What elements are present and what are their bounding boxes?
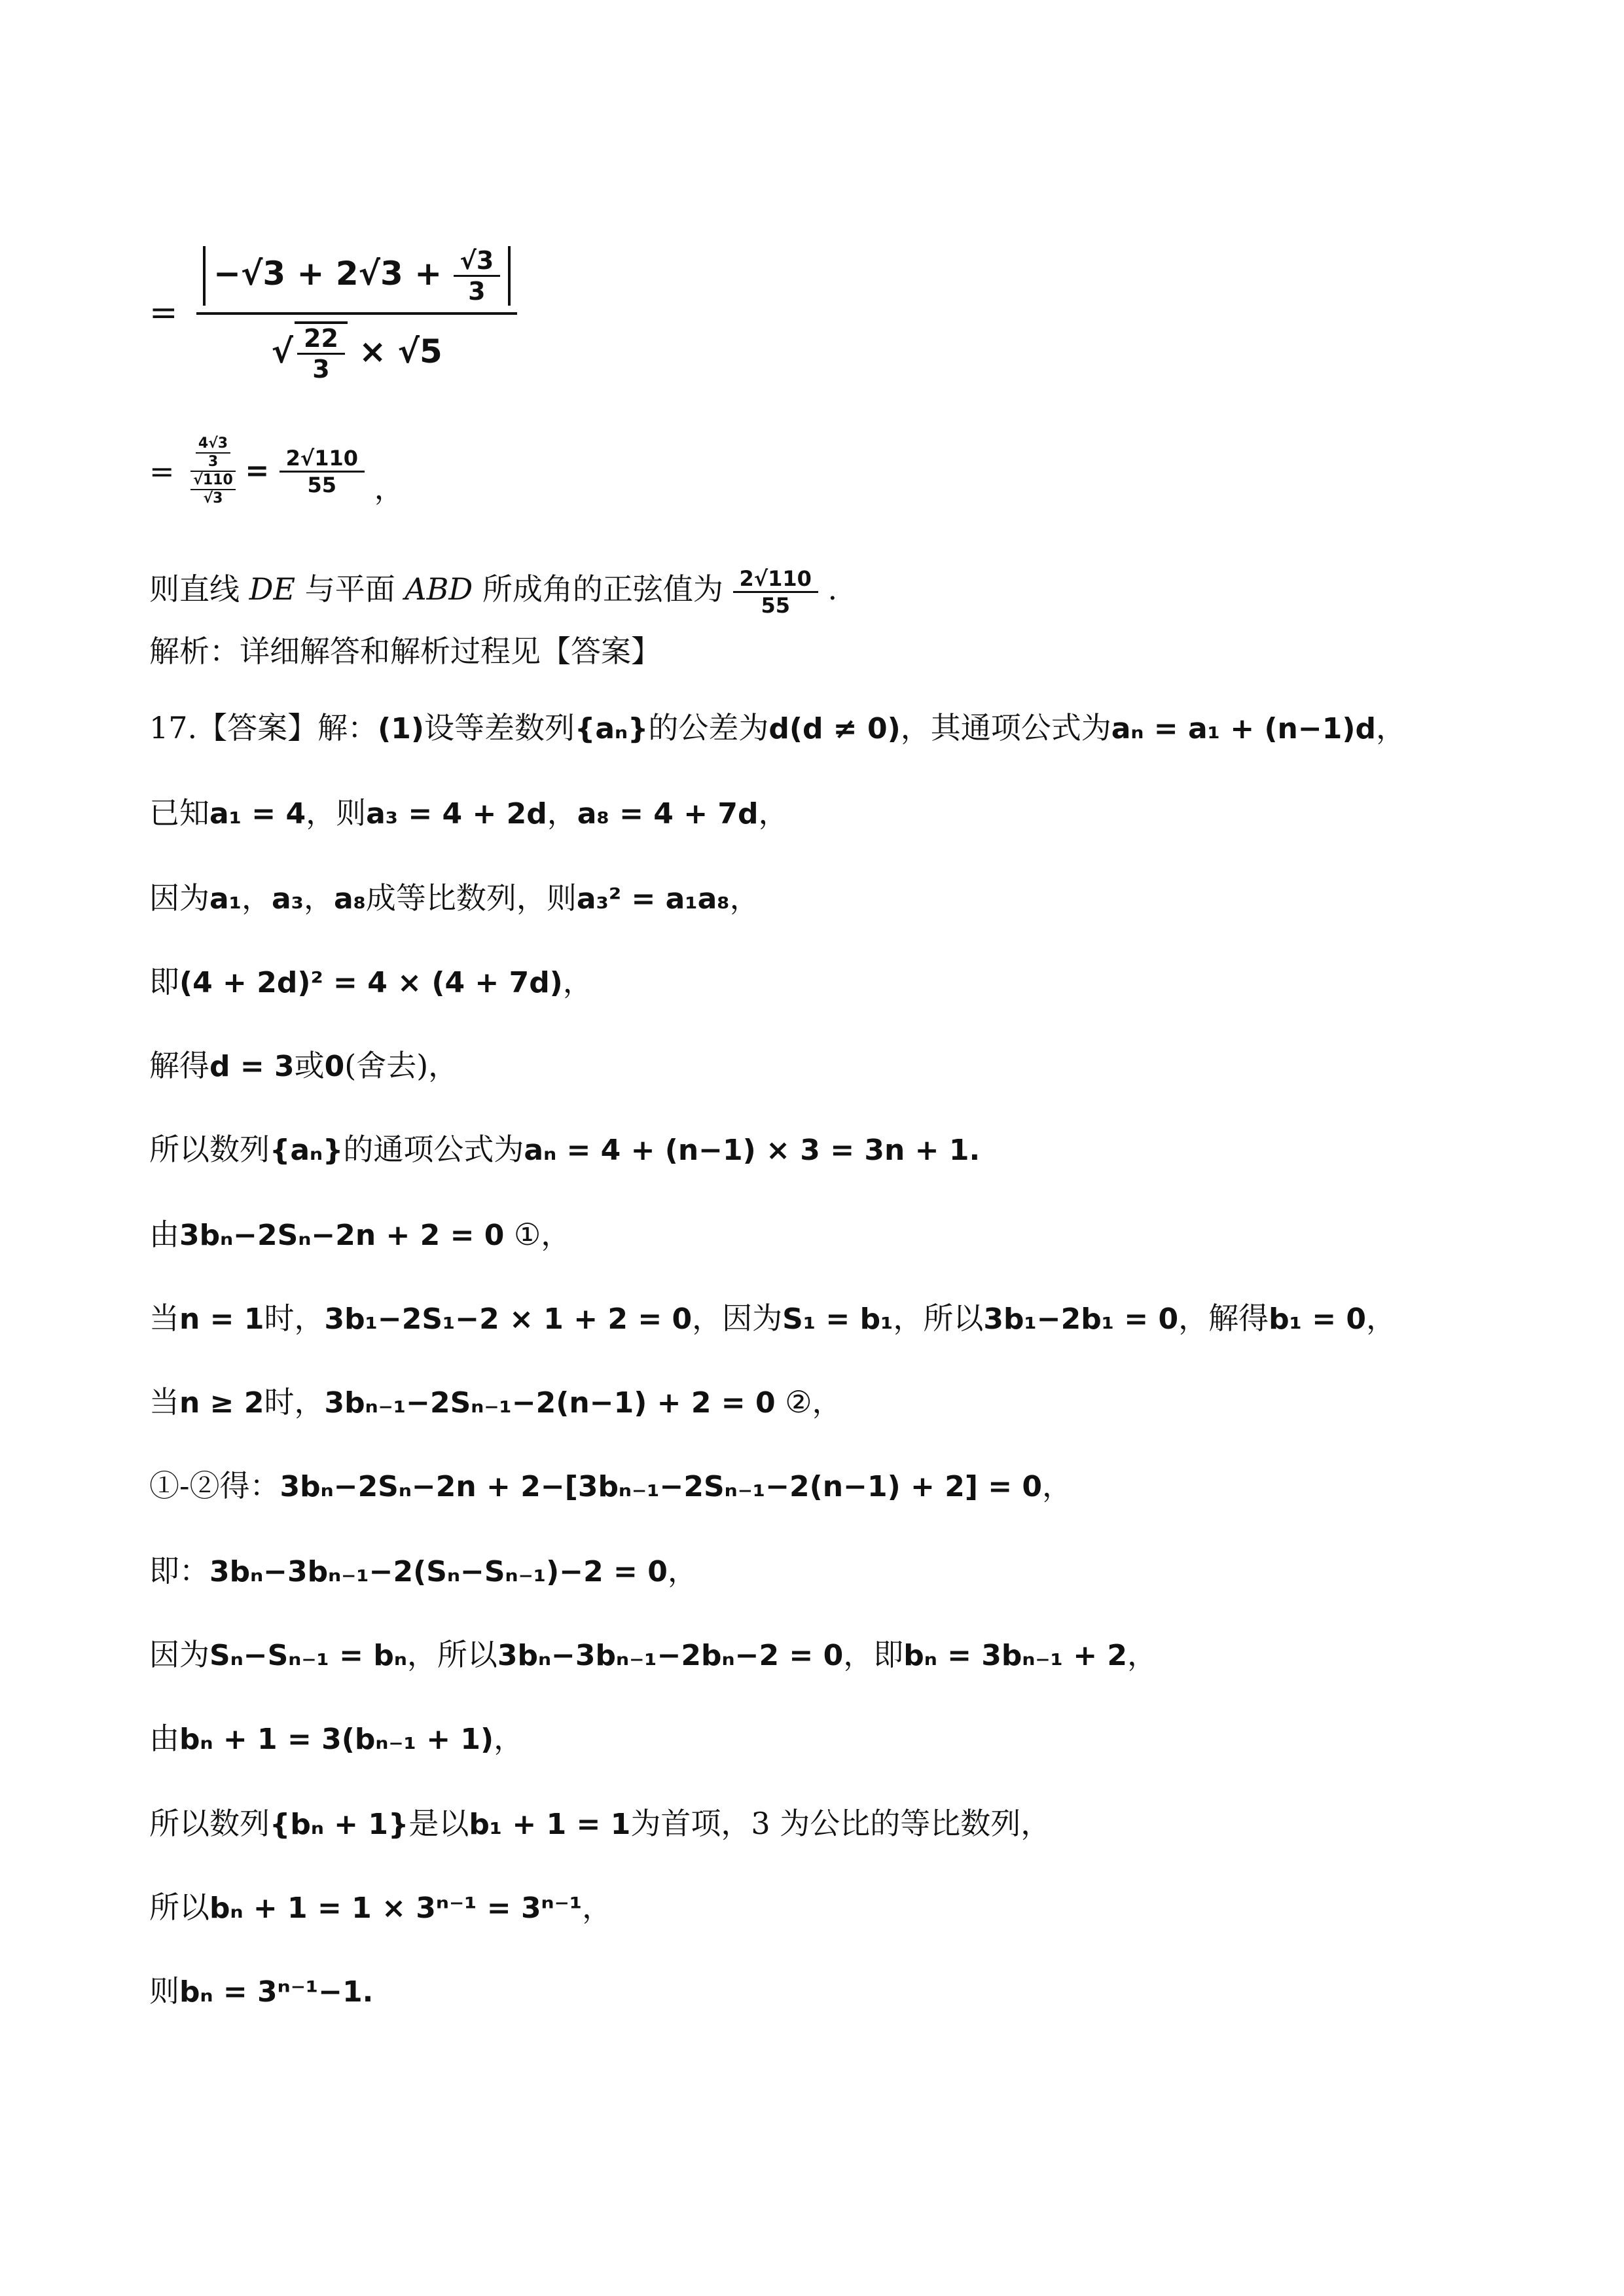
equals-sign-2: = (245, 454, 280, 488)
math-expression: 3bₙ−2Sₙ−2n + 2−[3bₙ₋₁−2Sₙ₋₁−2(n−1) + 2] = 0 (280, 1470, 1043, 1503)
line-text: ①， (504, 1217, 571, 1252)
math-expression: Sₙ−Sₙ₋₁ = bₙ (209, 1639, 407, 1672)
line-text: 设等差数列 (424, 710, 575, 745)
line-text: 因为 (149, 880, 209, 916)
math-expression: b₁ = 0 (1269, 1302, 1367, 1336)
line-text: 所以数列 (149, 1806, 270, 1841)
solution-line (149, 1551, 698, 1592)
math-expression: 3b₁−2b₁ = 0 (983, 1302, 1179, 1336)
math-expression: bₙ + 1 = 1 × 3ⁿ⁻¹ = 3ⁿ⁻¹ (209, 1892, 583, 1925)
math-expression: (4 + 2d)² = 4 × (4 + 7d) (179, 966, 563, 999)
analysis-text: 解析：详细解答和解析过程见【答案】 (149, 634, 661, 669)
line-text: ，解得 (1178, 1300, 1269, 1336)
lower-den: √3 (203, 490, 223, 507)
den-sqrt-numerator: 22 (297, 324, 345, 355)
text-post: 所成角的正弦值为 (482, 571, 723, 607)
line-text: 则 (149, 1973, 179, 2009)
line-text: ， (494, 1721, 524, 1756)
solution-line (149, 1719, 524, 1759)
math-expression: bₙ = 3bₙ₋₁ + 2 (903, 1639, 1128, 1672)
math-expression: 0 (324, 1050, 345, 1083)
solution-line (149, 1635, 1157, 1676)
solution-line (149, 1971, 373, 2012)
math-expression: a₃ = 4 + 2d (366, 797, 547, 831)
lower-num: √110 (190, 472, 236, 490)
math-expression: a₁ (209, 882, 242, 916)
conclusion-line (149, 563, 837, 618)
result-fraction (280, 446, 365, 497)
line-text: 当 (149, 1300, 179, 1336)
equals-sign: = (149, 454, 175, 489)
inner-denominator: 3 (468, 277, 486, 306)
line-text: 或 (294, 1048, 325, 1083)
math-expression: n = 1 (179, 1302, 264, 1336)
line-text: 时， (264, 1300, 325, 1336)
math-expression: d(d ≠ 0) (768, 712, 901, 745)
math-expression: 3bₙ−2Sₙ−2n + 2 = 0 (179, 1219, 505, 1252)
line-text: ②， (775, 1384, 842, 1420)
line-text: 因为 (149, 1637, 209, 1672)
den-tail: × √5 (347, 332, 442, 370)
result-num: 2√110 (280, 446, 365, 473)
line-text: 已知 (149, 795, 209, 831)
line-text: 当 (149, 1384, 179, 1420)
sine-value-fraction (733, 566, 818, 618)
solution-line (149, 708, 1406, 749)
line-text: ， (1375, 710, 1406, 745)
solution-line (149, 962, 593, 1003)
math-expression: S₁ = b₁ (782, 1302, 893, 1336)
solution-line (149, 1382, 842, 1423)
line-text: 即 (149, 964, 179, 999)
solution-line (149, 1888, 612, 1928)
line-text: 是以 (408, 1806, 469, 1841)
line-text: 17.【答案】解： (149, 710, 378, 745)
math-expression: bₙ = 3ⁿ⁻¹−1. (179, 1975, 374, 2009)
solution-line (149, 1804, 1051, 1844)
math-expression: b₁ + 1 = 1 (469, 1808, 631, 1841)
math-expression: bₙ + 1 = 3(bₙ₋₁ + 1) (179, 1723, 494, 1756)
solution-line (149, 1046, 458, 1086)
den-sqrt-denominator: 3 (312, 355, 330, 384)
line-text: ， (758, 795, 789, 831)
math-expression: 3b₁−2S₁−2 × 1 + 2 = 0 (324, 1302, 693, 1336)
line-text: 所以 (149, 1890, 209, 1925)
math-expression: aₙ = 4 + (n−1) × 3 = 3n + 1. (524, 1134, 981, 1167)
math-expression: a₃ (271, 882, 304, 916)
line-text: (舍去)， (344, 1048, 459, 1083)
line-text: ， (303, 880, 334, 916)
line-text: 的通项公式为 (343, 1132, 524, 1167)
absolute-value (203, 246, 511, 306)
sine-num: 2√110 (733, 566, 818, 593)
line-text: 由 (149, 1217, 179, 1252)
math-expression: n ≥ 2 (179, 1386, 264, 1420)
line-text: ， (1042, 1468, 1073, 1503)
line-text: ， (562, 964, 593, 999)
upper-den: 3 (208, 454, 219, 470)
line-text: ， (582, 1890, 613, 1925)
solution-line (149, 1466, 1072, 1507)
line-text: ， (729, 880, 760, 916)
math-expression: 3bₙ−3bₙ₋₁−2bₙ−2 = 0 (497, 1639, 844, 1672)
compound-fraction (190, 435, 236, 507)
text-pre: 则直线 (149, 571, 240, 607)
text-mid: 与平面 (304, 571, 395, 607)
line-text: ， (1127, 1637, 1158, 1672)
solution-line (149, 793, 789, 834)
line-text: 解得 (149, 1048, 209, 1083)
line-text: ①-②得： (149, 1468, 280, 1503)
math-expression: {aₙ} (270, 1134, 344, 1167)
line-text: ， (667, 1553, 698, 1588)
math-expression: a₈ = 4 + 7d (577, 797, 759, 831)
line-text: ，则 (306, 795, 367, 831)
math-expression: aₙ = a₁ + (n−1)d (1111, 712, 1376, 745)
main-fraction (196, 242, 517, 384)
line-text: 成等比数列，则 (365, 880, 577, 916)
line-text: 为首项，3 为公比的等比数列， (630, 1806, 1051, 1841)
sine-den: 55 (761, 592, 790, 618)
line-text: 即： (149, 1553, 209, 1588)
math-expression: a₁ = 4 (209, 797, 306, 831)
line-text: ， (1366, 1300, 1397, 1336)
math-expression: {bₙ + 1} (270, 1808, 409, 1841)
math-expression: d = 3 (209, 1050, 295, 1083)
line-de: DE (249, 571, 296, 607)
line-text: ， (241, 880, 272, 916)
line-text: ，其通项公式为 (900, 710, 1111, 745)
line-text: ，所以 (406, 1637, 497, 1672)
solution-line (149, 1299, 1396, 1339)
solution-line (149, 1215, 571, 1255)
math-expression: 3bₙ₋₁−2Sₙ₋₁−2(n−1) + 2 = 0 (324, 1386, 776, 1420)
plane-abd: ABD (405, 571, 473, 607)
line-text: ，因为 (692, 1300, 783, 1336)
line-text: 所以数列 (149, 1132, 270, 1167)
equation-nested-fraction (149, 435, 405, 508)
numerator-expression: −√3 + 2√3 + (213, 255, 454, 293)
solution-line (149, 878, 760, 919)
line-text: 由 (149, 1721, 179, 1756)
line-text: ，所以 (893, 1300, 984, 1336)
result-den: 55 (307, 472, 337, 497)
equation-abs-fraction (149, 242, 517, 384)
math-expression: a₈ (333, 882, 366, 916)
math-expression: a₃² = a₁a₈ (576, 882, 730, 916)
solution-line (149, 1130, 980, 1170)
line-text: 时， (264, 1384, 325, 1420)
upper-num: 4√3 (196, 435, 230, 454)
inner-numerator: √3 (454, 246, 501, 277)
period: . (827, 571, 838, 607)
line-text: ， (547, 795, 577, 831)
denominator: √ $\frac{22}{3}$ × √5 (196, 315, 517, 384)
line-text: 的公差为 (648, 710, 769, 745)
math-expression: 3bₙ−3bₙ₋₁−2(Sₙ−Sₙ₋₁)−2 = 0 (209, 1555, 668, 1588)
comma: ， (374, 471, 405, 506)
math-expression: {aₙ} (575, 712, 649, 745)
analysis-line (149, 632, 661, 671)
equals-sign: = (149, 293, 178, 332)
line-text: ，即 (843, 1637, 904, 1672)
math-expression: (1) (378, 712, 424, 745)
